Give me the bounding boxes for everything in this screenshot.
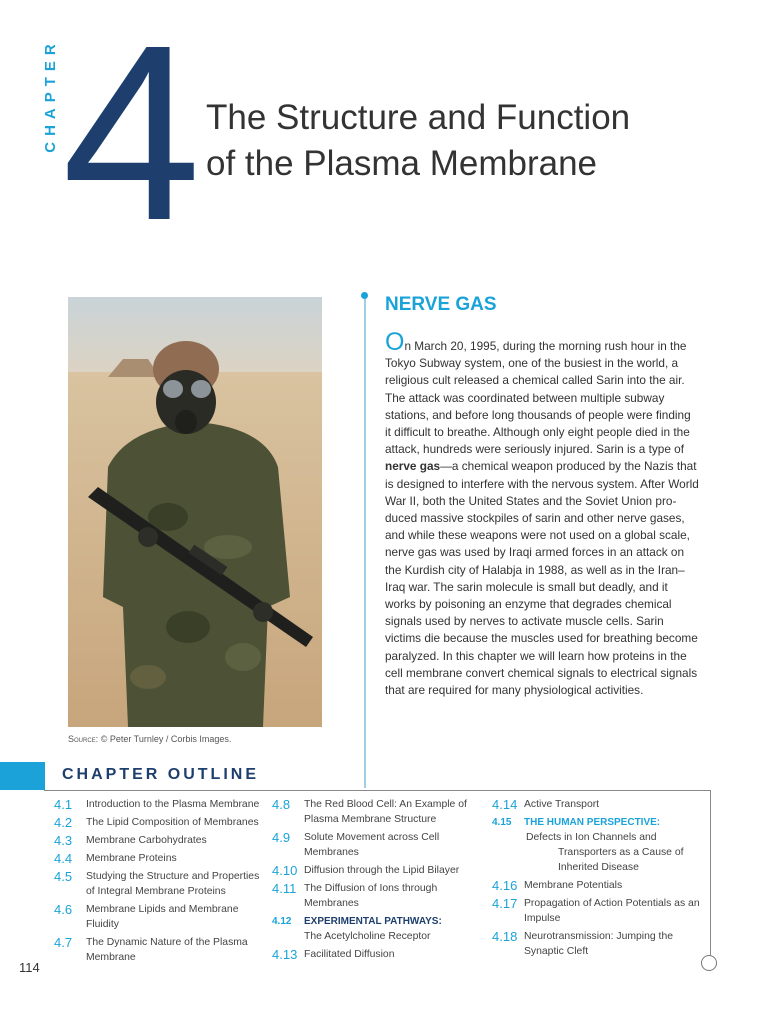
outline-title: CHAPTER OUTLINE [62,766,259,783]
outline-number: 4.8 [272,797,291,812]
vertical-divider [364,296,366,788]
outline-item[interactable] [492,929,706,959]
outline-text: Propagation of Action Potentials as an Impulse [524,898,700,924]
outline-column-1 [54,797,264,968]
outline-number: 4.12 [272,916,292,927]
outline-text: Neurotransmission: Jumping the Synaptic Cleft [524,931,674,957]
outline-item[interactable] [272,797,480,827]
outline-text: Membrane Potentials [524,880,623,891]
opening-paragraph [385,328,699,699]
outline-number: 4.2 [54,815,73,830]
outline-number: 4.4 [54,851,73,866]
chapter-label [38,30,62,160]
soldier-photo [68,297,322,727]
section-heading: NERVE GAS [385,294,497,315]
divider-dot [361,292,368,299]
outline-text: Membrane Carbohydrates [86,835,207,846]
outline-column-2 [272,797,480,965]
page-number: 114 [19,960,40,975]
photo-credit-label: Source: [68,734,99,744]
outline-item[interactable] [54,797,264,812]
outline-item[interactable] [54,851,264,866]
outline-text: THE HUMAN PERSPECTIVE: [524,817,661,828]
outline-number: 4.6 [54,902,73,917]
outline-subtext: Transporters as a Cause of [558,847,684,858]
outline-text: Active Transport [524,799,600,810]
outline-text: The Diffusion of Ions through Membranes [304,883,438,909]
outline-item[interactable] [272,830,480,860]
outline-item[interactable] [54,902,264,932]
chapter-title [206,95,726,187]
chapter-title-line-1: The Structure and Function [206,98,631,137]
outline-number: 4.17 [492,896,518,911]
outline-item[interactable] [272,914,480,929]
outline-text: The Red Blood Cell: An Example of Plasma Membrane Structure [304,799,467,825]
outline-subtext: Defects in Ion Channels and [526,832,657,843]
outline-subtext: The Acetylcholine Receptor [304,931,431,942]
outline-item[interactable] [272,881,480,911]
outline-text: The Lipid Composition of Membranes [86,817,259,828]
outline-accent-bar [0,762,45,790]
outline-text: EXPERIMENTAL PATHWAYS: [304,916,442,927]
bold-term: nerve gas [385,459,441,474]
chapter-number: 4 [62,0,192,272]
outline-text: Membrane Proteins [86,853,177,864]
outline-item[interactable] [492,878,706,893]
outline-number: 4.13 [272,947,298,962]
outline-item[interactable] [54,869,264,899]
outline-number: 4.15 [492,817,512,828]
outline-number: 4.9 [272,830,291,845]
outline-number: 4.11 [272,881,297,896]
outline-text: Solute Movement across Cell Membranes [304,832,440,858]
outline-number: 4.7 [54,935,73,950]
outline-item[interactable] [54,815,264,830]
outline-number: 4.18 [492,929,518,944]
outline-text: Membrane Lipids and Membrane Fluidity [86,904,239,930]
outline-number: 4.10 [272,863,298,878]
outline-number: 4.1 [54,797,73,812]
outline-subtext: Inherited Disease [558,862,639,873]
outline-number: 4.16 [492,878,518,893]
outline-item[interactable] [272,863,480,878]
outline-text: Introduction to the Plasma Membrane [86,799,260,810]
outline-column-3 [492,797,706,962]
outline-item[interactable] [54,833,264,848]
paragraph-part-2: —a chemical weapon produced by the Nazis that is designed to interfere with the nervous system. After World War II, both the United States and the Soviet Union produced massive stockpiles of sarin and other nerve gases, and while these weapons were not used on a global scale, nerve gas was used by Iraqi armed forces in an attack on the Kurdish city of Halabja in 1988, as well as in the Iran–Iraq war. The sarin molecule is small but deadly, and it works by poisoning an enzyme that degrades chemical signals used by nerves to activate muscle cells. Sarin victims die because the muscles used for breathing become paralyzed. In this chapter we will learn how proteins in the cell membrane convert chemical signals to electrical signals that are required for many physiological activities. [385,459,699,698]
outline-text: Studying the Structure and Properties of Integral Membrane Proteins [86,871,260,897]
outline-item[interactable] [54,935,264,965]
soldier-illustration [68,297,322,727]
outline-item[interactable] [492,797,706,812]
chapter-title-line-2: of the Plasma Membrane [206,144,598,183]
outline-text: The Dynamic Nature of the Plasma Membrane [86,937,248,963]
outline-text: Diffusion through the Lipid Bilayer [304,865,460,876]
outline-text: Facilitated Diffusion [304,949,395,960]
outline-number: 4.14 [492,797,518,812]
drop-cap: O [385,328,405,356]
corner-circle [701,955,717,971]
outline-number: 4.3 [54,833,73,848]
outline-number: 4.5 [54,869,73,884]
chapter-label-text: CHAPTER [41,37,59,153]
photo-credit [68,734,231,744]
paragraph-part-1: n March 20, 1995, during the morning rush hour in the Tokyo Subway system, one of the busiest in the world, a religious cult released a chemical called Sarin into the air. The attack was coordinated between multiple subway stations, and before long thousands of people were finding it difficult to breathe. Although only eight people died in the attack, hundreds were seriously injured. Sarin is a type of [385,339,691,457]
photo-credit-text: © Peter Turnley / Corbis Images. [100,734,232,744]
outline-item[interactable] [272,947,480,962]
outline-item[interactable] [492,815,706,830]
outline-item[interactable] [492,896,706,926]
